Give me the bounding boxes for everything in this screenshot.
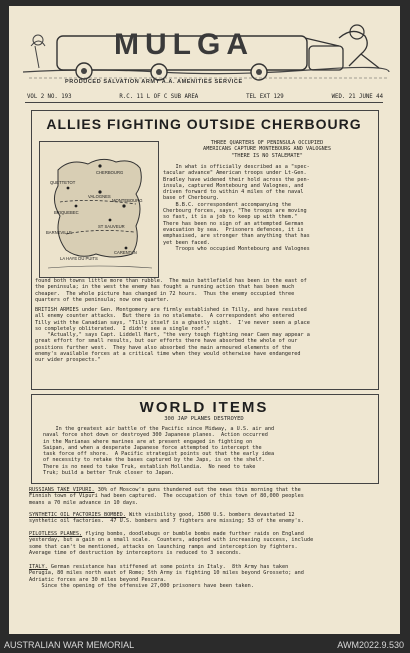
archive-caption-bar xyxy=(0,637,410,653)
world-items-body: In the greatest air battle of the Pacific since Midway, a U.S. air and naval force shot down or destroyed 300 Japanese planes. Action occurred in the Marianas where marines are at present engaged in fighting on Saipan, and when a desperate Japanese force attempted to intercept the task force off shore. A Pacific strategist points out that the early idea of necessity to retake the bases captured by the Japs, is on the shelf. There is no need to take Truk, establish Hollandia. No need to take Truk; build a better Truk closer to Japan. xyxy=(43,426,275,477)
news-item-text: 30% of Moscow's guns thundered out the news this morning that the Finnish town of Vipuri had been captured. The occupation of this town of 80,000 peoples means a 70 mile advance in 10 days. xyxy=(29,487,304,506)
map-label-briquebec: BRIQUEBEC xyxy=(54,210,79,215)
map-label-valognes: VALOGNES xyxy=(88,194,111,199)
news-item-label: RUSSIANS TAKE VIPURI. xyxy=(29,487,95,493)
masthead xyxy=(9,6,400,92)
cherbourg-peninsula-map xyxy=(39,141,159,278)
news-item-russia xyxy=(29,487,304,506)
map-label-carentan: CARENTAN xyxy=(114,250,137,255)
lead-headline: ALLIES FIGHTING OUTSIDE CHERBOURG xyxy=(46,116,362,132)
produced-by-line: PRODUCED SALVATION ARMY A.A. AMENITIES SERVICE xyxy=(65,79,243,85)
news-item-label: PILOTLESS PLANES, xyxy=(29,531,83,537)
lead-body-continued: found both towns little more than rubble. The main battlefield has been in the east of the peninsula; in the west the enemy has fought a running action that has been much cheaper. The whole picture has changed in 72 hours. Thus the enemy occupied three quarters of the peninsula; now one quarter. xyxy=(35,278,307,303)
issue-telephone: TEL EXT 129 xyxy=(246,94,284,100)
masthead-title: MULGA xyxy=(114,28,254,61)
issue-date: WED. 21 JUNE 44 xyxy=(331,94,383,100)
map-label-st-sauveur: ST SAUVEUR xyxy=(98,224,125,229)
news-item-text: With visibility good, 1500 U.S. bombers devastated 12 synthetic oil factories. 47 U.S. bombers and 7 fighters are missing; 53 of the enemy's. xyxy=(29,512,304,525)
map-label-quettetot: QUETTETOT xyxy=(50,180,76,185)
lead-paragraph-british-armies: BRITISH ARMIES under Gen. Montgomery are firmly established in Tilly, and have resisted all enemy counter attacks. But there is no stalemate. A correspondent who entered Tilly with the Canadian says, "Tilly itself is a ghastly sight. I've never seen a place so completely obliterated. I didn't see a single roof." "Actually," says Capt. Liddell Hart, "the very tough fighting near Caen may appear a great effort for small results, but our efforts there have absorbed the whole of our positions further west. They have also absorbed the main armoured elements of the enemy's available forces at a critical time when they would otherwise have endangered our wider prospects." xyxy=(35,307,310,364)
map-label-cherbourg: CHERBOURG xyxy=(96,170,124,175)
news-item-text: flying bombs, doodlebugs or bumble bombs made further raids on England yesterday, but a gain on a small scale. Counters, adopted with increasing success, include some that can't be mentioned, attacks on launching ramps and interception by fighters. Average time of destruction by interceptors is reduced to 3 seconds. xyxy=(29,531,314,556)
map-label-barneville: BARNEVILLE xyxy=(46,230,72,235)
caption-accession-number: AWM2022.9.530 xyxy=(337,640,404,650)
news-item-oil xyxy=(29,512,304,525)
lead-subheadline: THREE QUARTERS OF PENINSULA OCCUPIED AMERICANS CAPTURE MONTEBOURG AND VALOGNES "THERE IS NO STALEMATE" xyxy=(202,140,332,159)
newsletter-page xyxy=(9,6,400,634)
map-label-montebourg: MONTEBOURG xyxy=(112,198,143,203)
news-item-pilotless-planes xyxy=(29,531,313,556)
news-item-label: SYNTHETIC OIL FACTORIES BOMBED. xyxy=(29,512,126,518)
issue-volume: VOL 2 NO. 193 xyxy=(27,94,72,100)
lead-body-right-column: In what is officially described as a "spec- tacular advance" American troops under Lt-Gen. Bradley have widened their hold across the pen- insula, captured Montebourg and Valognes, and driven forward to within 4 miles of the naval base of Cherbourg. B.B.C. correspondent accompanying the Cherbourg forces, says, "The troops are moving so fast, it is a job to keep up with them." There has been no sign of an attempted German evacuation by sea. Prisoners defences, it is emphasised, are stronger than anything that has yet been faced. Troops who occupied Montebourg and Valognes xyxy=(163,164,310,252)
divider xyxy=(25,102,383,103)
news-item-text: German resistance has stiffened at some points in Italy. 8th Army has taken Perugia, 80 miles north east of Rome; 5th Army is fighting 10 miles beyond Grosseto; and Adriatic forces are 30 miles beyond Pescara. Since the opening of the offensive 27,000 prisoners have been taken. xyxy=(29,564,304,589)
issue-info-bar xyxy=(27,94,383,100)
news-item-italy xyxy=(29,564,304,589)
map-label-la-haye: LA HAYE DU PUITS xyxy=(60,256,98,261)
issue-publisher: R.C. 11 L OF C SUB AREA xyxy=(119,94,199,100)
world-items-subheadline: 300 JAP PLANES DESTROYED xyxy=(164,416,244,422)
caption-institution: AUSTRALIAN WAR MEMORIAL xyxy=(4,640,135,650)
world-items-headline: WORLD ITEMS xyxy=(139,399,269,416)
news-item-label: ITALY. xyxy=(29,564,48,570)
